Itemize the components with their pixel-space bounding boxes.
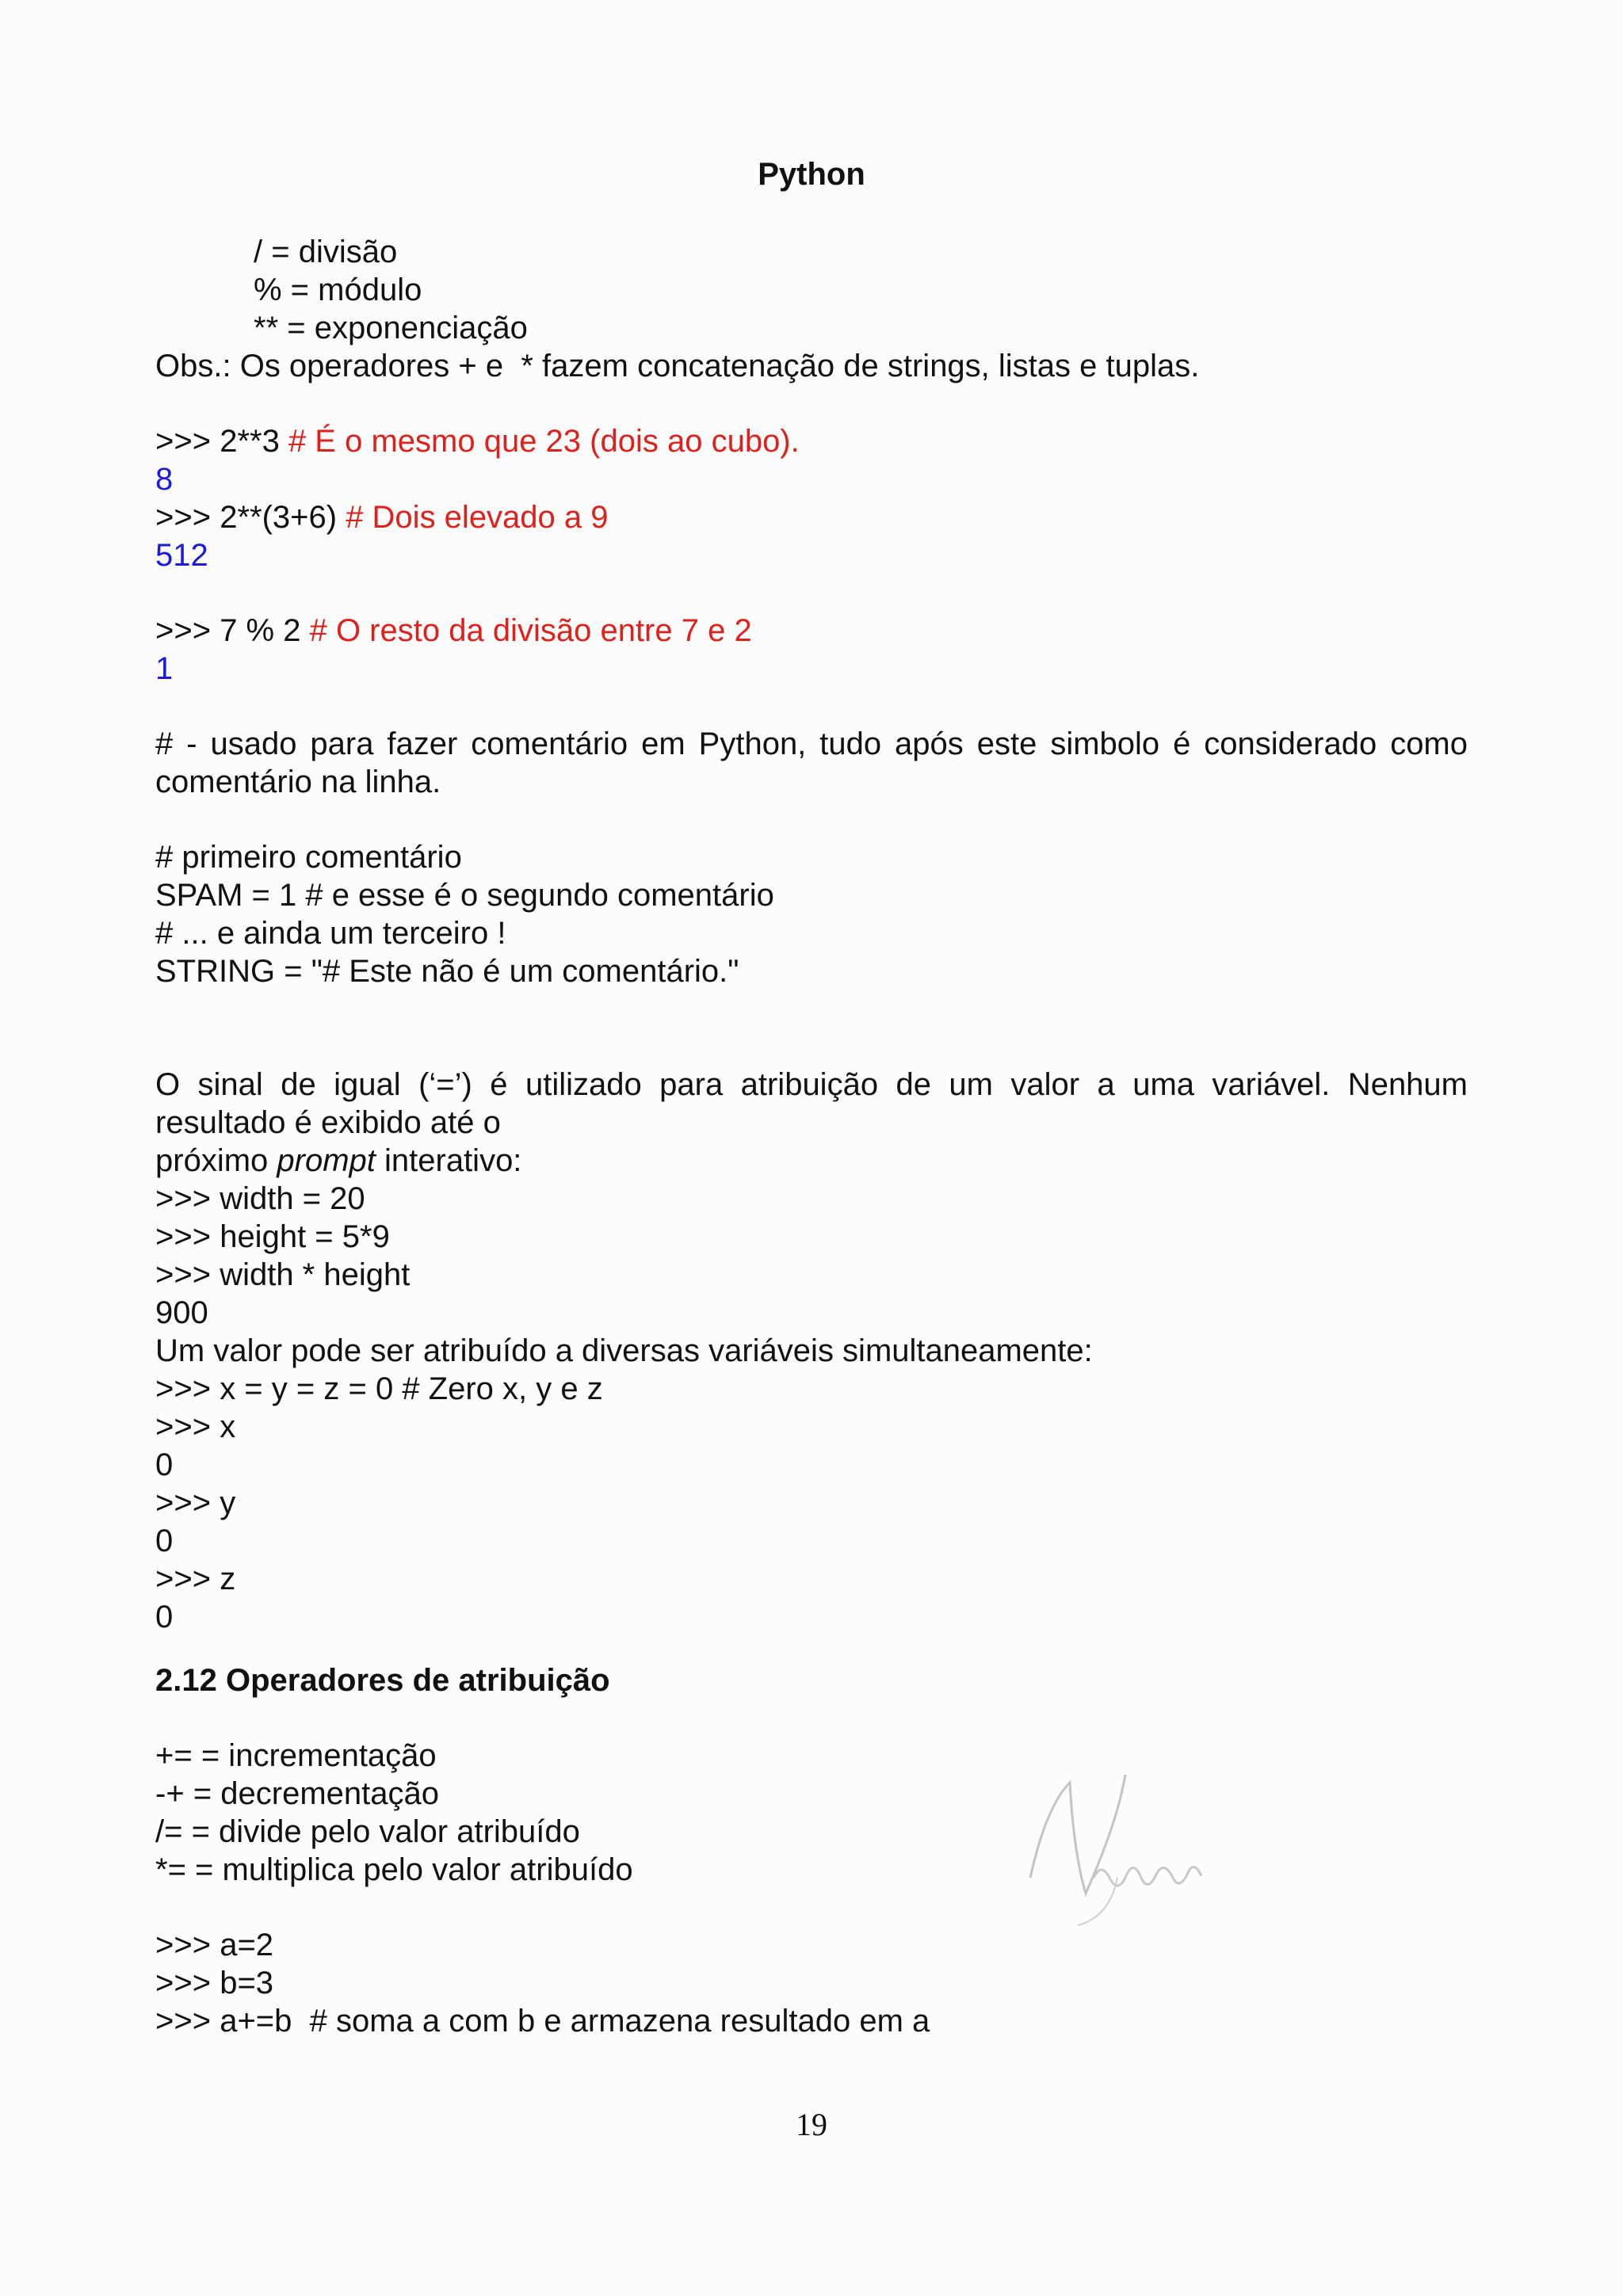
- example-line: [155, 612, 752, 650]
- assign-paragraph-line: O sinal de igual (‘=’) é utilizado para atribuição de um valor a uma variável. Nenhum: [155, 1067, 1468, 1102]
- example-comment: # É o mesmo que 23 (dois ao cubo).: [288, 424, 800, 459]
- assign-line: >>> width * height: [155, 1257, 411, 1292]
- operator-line: / = divisão: [254, 235, 398, 269]
- assign-line: >>> y: [155, 1486, 236, 1520]
- hash-note-line: # - usado para fazer comentário em Python, tudo após este simbolo é considerado como: [155, 727, 1468, 761]
- assign-op-line: /= = divide pelo valor atribuído: [155, 1814, 580, 1849]
- example-line: [155, 498, 609, 536]
- assign-line: >>> height = 5*9: [155, 1219, 390, 1254]
- example-code: >>> 2**(3+6): [155, 500, 346, 535]
- example-line: [155, 422, 800, 460]
- final-code-line: >>> b=3: [155, 1966, 274, 2000]
- assign-line: >>> width = 20: [155, 1181, 365, 1216]
- operator-line: % = módulo: [254, 273, 422, 307]
- assign-line: Um valor pode ser atribuído a diversas variáveis simultaneamente:: [155, 1333, 1093, 1368]
- assign-line: 0: [155, 1447, 174, 1482]
- assign-line: >>> z: [155, 1562, 236, 1596]
- assign-op-line: += = incrementação: [155, 1738, 437, 1773]
- signature-watermark: [999, 1759, 1236, 1933]
- obs-note: Obs.: Os operadores + e * fazem concatenação de strings, listas e tuplas.: [155, 349, 1200, 383]
- assign-line: 900: [155, 1295, 208, 1330]
- example-result: 1: [155, 651, 174, 686]
- assign-line: 0: [155, 1524, 174, 1558]
- comment-example-line: # primeiro comentário: [155, 840, 462, 875]
- comment-example-line: SPAM = 1 # e esse é o segundo comentário: [155, 878, 774, 913]
- comment-example-line: # ... e ainda um terceiro !: [155, 916, 506, 951]
- assign-op-line: -+ = decrementação: [155, 1776, 439, 1811]
- example-result: 8: [155, 462, 174, 497]
- hash-note-line: comentário na linha.: [155, 765, 441, 799]
- final-code-line: >>> a=2: [155, 1928, 274, 1962]
- example-comment: # Dois elevado a 9: [346, 500, 609, 535]
- example-comment: # O resto da divisão entre 7 e 2: [309, 613, 752, 648]
- example-code: >>> 7 % 2: [155, 613, 310, 648]
- final-code-line: >>> a+=b # soma a com b e armazena resultado em a: [155, 2004, 930, 2039]
- prompt-term: prompt: [277, 1143, 376, 1178]
- comment-example-line: STRING = "# Este não é um comentário.": [155, 954, 739, 989]
- operator-line: ** = exponenciação: [254, 311, 528, 345]
- assign-line: >>> x = y = z = 0 # Zero x, y e z: [155, 1371, 603, 1406]
- assign-paragraph-line: [155, 1142, 521, 1180]
- page-title: Python: [758, 157, 865, 192]
- example-code: >>> 2**3: [155, 424, 288, 459]
- assign-paragraph-line: resultado é exibido até o: [155, 1105, 501, 1140]
- section-heading: 2.12 Operadores de atribuição: [155, 1663, 610, 1698]
- example-result: 512: [155, 538, 208, 573]
- assign-line: 0: [155, 1600, 174, 1634]
- page-number: 19: [796, 2107, 827, 2142]
- assign-op-line: *= = multiplica pelo valor atribuído: [155, 1852, 633, 1887]
- assign-line: >>> x: [155, 1409, 236, 1444]
- text-span: interativo:: [375, 1143, 522, 1178]
- text-span: próximo: [155, 1143, 277, 1178]
